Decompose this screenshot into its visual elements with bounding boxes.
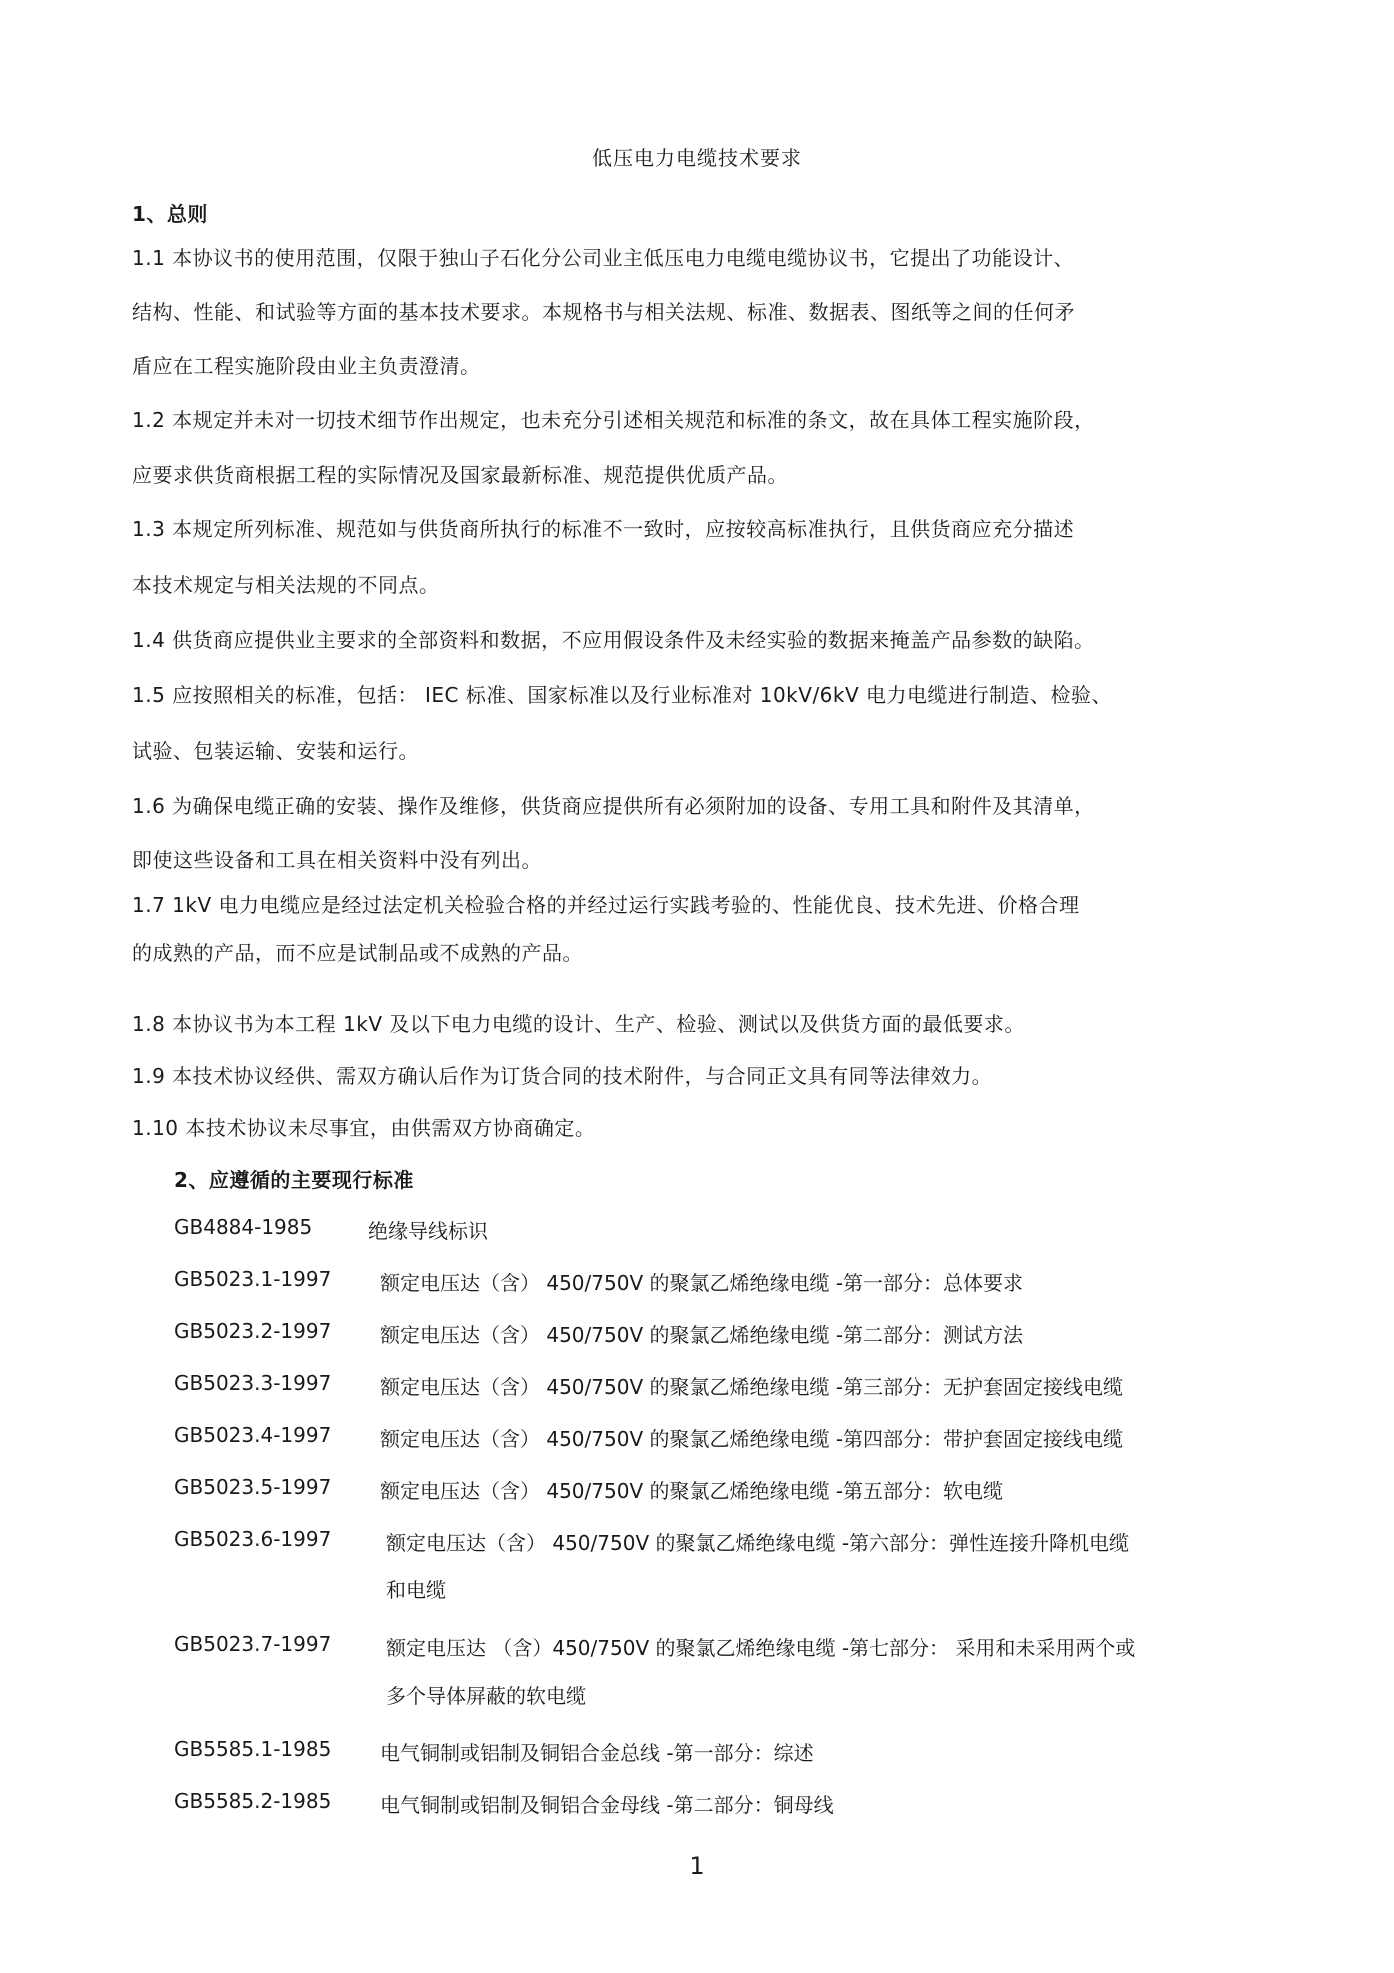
page-number: 1 bbox=[689, 1852, 705, 1880]
paragraph-line: 1.10 本技术协议未尽事宜，由供需双方协商确定。 bbox=[132, 1116, 596, 1140]
paragraph-line: 试验、包装运输、安装和运行。 bbox=[132, 739, 419, 763]
standard-code: GB4884-1985 bbox=[174, 1215, 313, 1239]
paragraph-line: 应要求供货商根据工程的实际情况及国家最新标准、规范提供优质产品。 bbox=[132, 463, 788, 487]
standard-desc: 绝缘导线标识 bbox=[368, 1219, 488, 1243]
paragraph-line: 1.6 为确保电缆正确的安装、操作及维修，供货商应提供所有必须附加的设备、专用工具和附件及其清单， bbox=[132, 794, 1095, 818]
standard-desc: 额定电压达（含） 450/750V 的聚氯乙烯绝缘电缆 -第三部分：无护套固定接线电缆 bbox=[380, 1375, 1124, 1399]
document-title: 低压电力电缆技术要求 bbox=[592, 146, 802, 170]
paragraph-line: 1.5 应按照相关的标准，包括： IEC 标准、国家标准以及行业标准对 10kV/6kV 电力电缆进行制造、检验、 bbox=[132, 683, 1113, 707]
standard-code: GB5023.5-1997 bbox=[174, 1475, 332, 1499]
paragraph-line: 1.9 本技术协议经供、需双方确认后作为订货合同的技术附件，与合同正文具有同等法律效力。 bbox=[132, 1064, 993, 1088]
paragraph-line: 即使这些设备和工具在相关资料中没有列出。 bbox=[132, 848, 542, 872]
standard-desc: 和电缆 bbox=[386, 1578, 446, 1602]
standard-code: GB5023.3-1997 bbox=[174, 1371, 332, 1395]
standard-desc: 额定电压达 （含）450/750V 的聚氯乙烯绝缘电缆 -第七部分： 采用和未采用两个或 bbox=[386, 1636, 1136, 1660]
paragraph-line: 本技术规定与相关法规的不同点。 bbox=[132, 573, 440, 597]
paragraph-line: 1.2 本规定并未对一切技术细节作出规定，也未充分引述相关规范和标准的条文，故在具体工程实施阶段， bbox=[132, 408, 1095, 432]
standard-desc: 额定电压达（含） 450/750V 的聚氯乙烯绝缘电缆 -第六部分：弹性连接升降机电缆 bbox=[386, 1531, 1130, 1555]
standard-code: GB5585.1-1985 bbox=[174, 1737, 332, 1761]
section-heading-general: 1、总则 bbox=[132, 202, 208, 226]
paragraph-line: 1.1 本协议书的使用范围，仅限于独山子石化分公司业主低压电力电缆电缆协议书，它提出了功能设计、 bbox=[132, 246, 1075, 270]
standard-code: GB5023.7-1997 bbox=[174, 1632, 332, 1656]
paragraph-line: 结构、性能、和试验等方面的基本技术要求。本规格书与相关法规、标准、数据表、图纸等之间的任何矛 bbox=[132, 300, 1075, 324]
standard-desc: 额定电压达（含） 450/750V 的聚氯乙烯绝缘电缆 -第二部分：测试方法 bbox=[380, 1323, 1024, 1347]
paragraph-line: 1.8 本协议书为本工程 1kV 及以下电力电缆的设计、生产、检验、测试以及供货方面的最低要求。 bbox=[132, 1012, 1025, 1036]
paragraph-line: 盾应在工程实施阶段由业主负责澄清。 bbox=[132, 354, 481, 378]
standard-code: GB5023.6-1997 bbox=[174, 1527, 332, 1551]
standard-desc: 额定电压达（含） 450/750V 的聚氯乙烯绝缘电缆 -第五部分：软电缆 bbox=[380, 1479, 1004, 1503]
paragraph-line: 1.4 供货商应提供业主要求的全部资料和数据，不应用假设条件及未经实验的数据来掩盖产品参数的缺陷。 bbox=[132, 628, 1095, 652]
paragraph-line: 的成熟的产品，而不应是试制品或不成熟的产品。 bbox=[132, 941, 583, 965]
standard-code: GB5585.2-1985 bbox=[174, 1789, 332, 1813]
standard-code: GB5023.4-1997 bbox=[174, 1423, 332, 1447]
section-heading-standards: 2、应遵循的主要现行标准 bbox=[174, 1168, 414, 1192]
standard-code: GB5023.2-1997 bbox=[174, 1319, 332, 1343]
standard-desc: 电气铜制或铝制及铜铝合金总线 -第一部分：综述 bbox=[380, 1741, 814, 1765]
paragraph-line: 1.7 1kV 电力电缆应是经过法定机关检验合格的并经过运行实践考验的、性能优良、技术先进、价格合理 bbox=[132, 893, 1080, 917]
standard-desc: 额定电压达（含） 450/750V 的聚氯乙烯绝缘电缆 -第一部分：总体要求 bbox=[380, 1271, 1024, 1295]
standard-code: GB5023.1-1997 bbox=[174, 1267, 332, 1291]
standard-desc: 额定电压达（含） 450/750V 的聚氯乙烯绝缘电缆 -第四部分：带护套固定接线电缆 bbox=[380, 1427, 1124, 1451]
standard-desc: 多个导体屏蔽的软电缆 bbox=[386, 1684, 586, 1708]
standard-desc: 电气铜制或铝制及铜铝合金母线 -第二部分：铜母线 bbox=[380, 1793, 834, 1817]
paragraph-line: 1.3 本规定所列标准、规范如与供货商所执行的标准不一致时，应按较高标准执行，且供货商应充分描述 bbox=[132, 517, 1075, 541]
